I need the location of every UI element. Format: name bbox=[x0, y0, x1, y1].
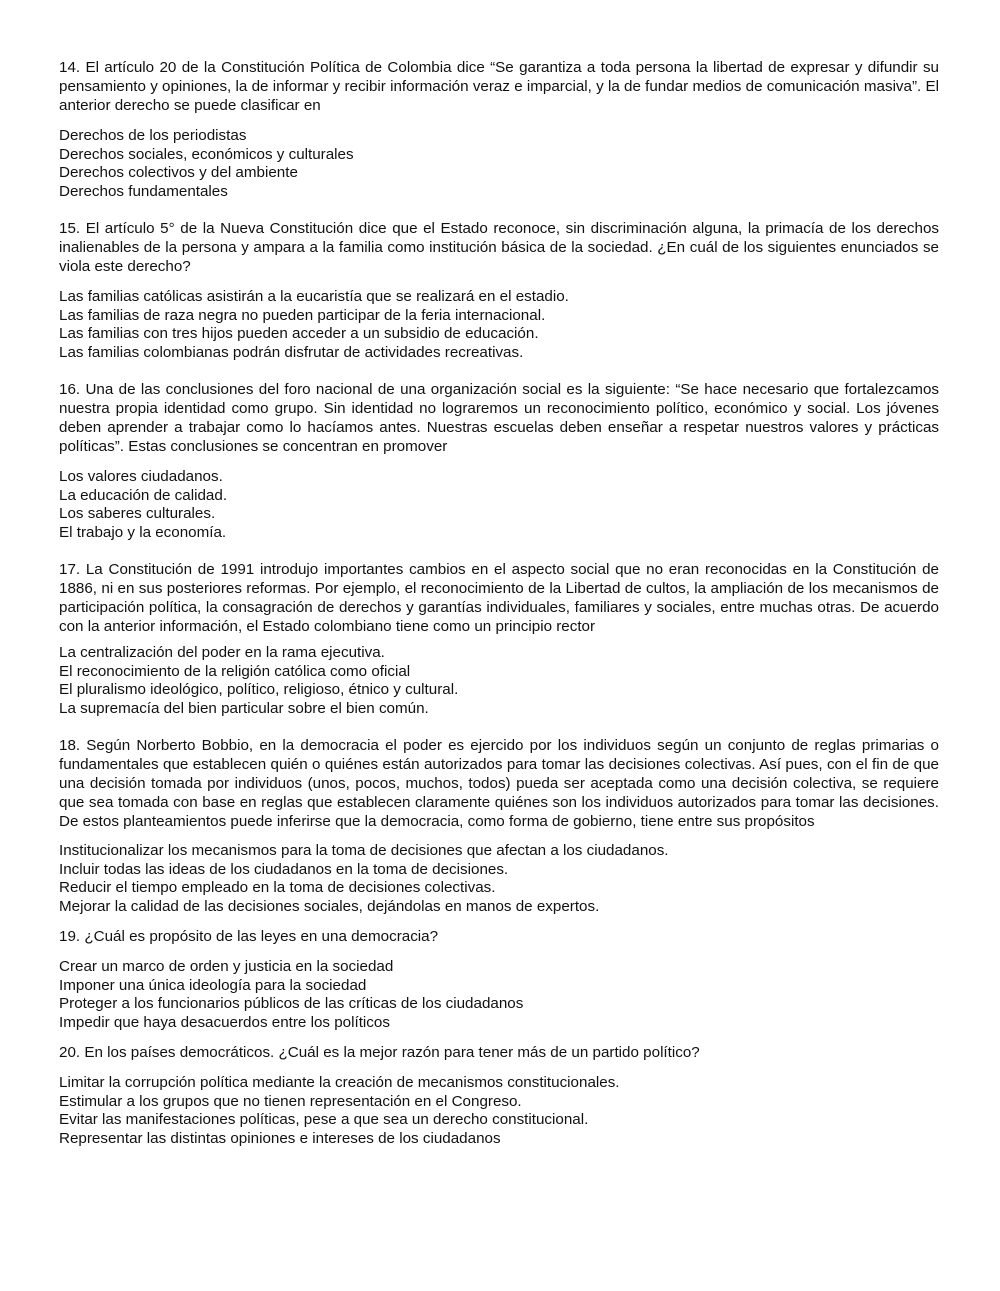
question-15 bbox=[59, 219, 939, 362]
question-14-option-3[interactable]: Derechos colectivos y del ambiente bbox=[59, 164, 298, 181]
question-18-option-1[interactable]: Institucionalizar los mecanismos para la toma de decisiones que afectan a los ciudadanos. bbox=[59, 842, 669, 859]
question-20-option-4[interactable]: Representar las distintas opiniones e intereses de los ciudadanos bbox=[59, 1129, 501, 1147]
question-15-option-3[interactable]: Las familias con tres hijos pueden acceder a un subsidio de educación. bbox=[59, 325, 539, 342]
question-17-option-2[interactable]: El reconocimiento de la religión católica como oficial bbox=[59, 662, 411, 680]
question-18-option-4[interactable]: Mejorar la calidad de las decisiones sociales, dejándolas en manos de expertos. bbox=[59, 897, 600, 915]
question-20 bbox=[59, 1043, 939, 1148]
question-15-option-1[interactable]: Las familias católicas asistirán a la eucaristía que se realizará en el estadio. bbox=[59, 288, 569, 305]
question-16 bbox=[59, 380, 939, 542]
question-15-options bbox=[59, 288, 939, 362]
question-14-text: 14. El artículo 20 de la Constitución Política de Colombia dice “Se garantiza a toda persona la libertad de expresar y difundir su pensamiento y opiniones, la de informar y recibir información veraz e imparcial, y la de fundar medios de comunicación masiva”. El anterior derecho se puede clasificar en bbox=[59, 59, 939, 114]
question-17-option-3[interactable]: El pluralismo ideológico, político, religioso, étnico y cultural. bbox=[59, 681, 459, 698]
question-14-options bbox=[59, 127, 939, 201]
question-20-text: 20. En los países democráticos. ¿Cuál es la mejor razón para tener más de un partido político? bbox=[59, 1044, 700, 1061]
question-14-option-4[interactable]: Derechos fundamentales bbox=[59, 182, 228, 200]
question-18-text: 18. Según Norberto Bobbio, en la democracia el poder es ejercido por los individuos según un conjunto de reglas primarias o fundamentales que establecen quién o quiénes están autorizados para tomar las decisiones colectivas. Así pues, con el fin de que una decisión tomada por individuos (unos, pocos, muchos, todos) pueda ser aceptada como una decisión colectiva, se requiere que sea tomada con base en reglas que establecen claramente quiénes son los individuos autorizados para tomar las decisiones. De estos planteamientos puede inferirse que la democracia, como forma de gobierno, tiene entre sus propósitos bbox=[59, 737, 939, 830]
question-19-option-4[interactable]: Impedir que haya desacuerdos entre los políticos bbox=[59, 1013, 390, 1031]
question-14-option-1[interactable]: Derechos de los periodistas bbox=[59, 127, 247, 144]
question-19-option-2[interactable]: Imponer una única ideología para la sociedad bbox=[59, 976, 367, 994]
question-17-option-4[interactable]: La supremacía del bien particular sobre el bien común. bbox=[59, 699, 429, 717]
question-16-option-4[interactable]: El trabajo y la economía. bbox=[59, 523, 227, 541]
question-17-text: 17. La Constitución de 1991 introdujo importantes cambios en el aspecto social que no eran reconocidas en la Constitución de 1886, ni en sus posteriores reformas. Por ejemplo, el reconocimiento de la Libertad de cultos, la ampliación de los mecanismos de participación política, la consagración de derechos y garantías individuales, familiares y sociales, entre muchas otras. De acuerdo con la anterior información, el Estado colombiano tiene como un principio rector bbox=[59, 561, 939, 635]
question-18 bbox=[59, 736, 939, 916]
question-20-option-1[interactable]: Limitar la corrupción política mediante la creación de mecanismos constitucionales. bbox=[59, 1074, 620, 1091]
question-15-text: 15. El artículo 5° de la Nueva Constitución dice que el Estado reconoce, sin discriminación alguna, la primacía de los derechos inalienables de la persona y ampara a la familia como institución básica de la sociedad. ¿En cuál de los siguientes enunciados se viola este derecho? bbox=[59, 220, 939, 275]
question-20-option-2[interactable]: Estimular a los grupos que no tienen representación en el Congreso. bbox=[59, 1092, 522, 1110]
question-16-options bbox=[59, 468, 939, 542]
question-19 bbox=[59, 927, 939, 1032]
question-17-option-1[interactable]: La centralización del poder en la rama ejecutiva. bbox=[59, 644, 385, 661]
question-16-option-2[interactable]: La educación de calidad. bbox=[59, 486, 228, 504]
question-16-text: 16. Una de las conclusiones del foro nacional de una organización social es la siguiente: “Se hace necesario que fortalezcamos nuestra propia identidad como grupo. Sin identidad no lograremos un reconocimiento político, económico y social. Los jóvenes deben aprender a trabajar como lo hacíamos antes. Nuestras escuelas deben enseñar a respetar nuestros valores y prácticas políticas”. Estas conclusiones se concentran en promover bbox=[59, 381, 939, 455]
question-19-option-3[interactable]: Proteger a los funcionarios públicos de las críticas de los ciudadanos bbox=[59, 995, 524, 1012]
question-20-option-3[interactable]: Evitar las manifestaciones políticas, pese a que sea un derecho constitucional. bbox=[59, 1111, 589, 1128]
worksheet bbox=[59, 58, 939, 1148]
question-17-options bbox=[59, 644, 939, 718]
question-15-option-2[interactable]: Las familias de raza negra no pueden participar de la feria internacional. bbox=[59, 306, 546, 324]
question-18-options bbox=[59, 842, 939, 916]
question-19-options bbox=[59, 958, 939, 1032]
question-18-option-3[interactable]: Reducir el tiempo empleado en la toma de decisiones colectivas. bbox=[59, 879, 496, 896]
question-16-option-3[interactable]: Los saberes culturales. bbox=[59, 505, 216, 522]
question-18-option-2[interactable]: Incluir todas las ideas de los ciudadanos en la toma de decisiones. bbox=[59, 860, 509, 878]
question-19-text: 19. ¿Cuál es propósito de las leyes en una democracia? bbox=[59, 928, 439, 945]
question-14-option-2[interactable]: Derechos sociales, económicos y culturales bbox=[59, 145, 354, 163]
question-17 bbox=[59, 560, 939, 718]
question-14 bbox=[59, 58, 939, 201]
question-19-option-1[interactable]: Crear un marco de orden y justicia en la sociedad bbox=[59, 958, 394, 975]
question-16-option-1[interactable]: Los valores ciudadanos. bbox=[59, 468, 223, 485]
question-15-option-4[interactable]: Las familias colombianas podrán disfrutar de actividades recreativas. bbox=[59, 343, 524, 361]
question-20-options bbox=[59, 1074, 939, 1148]
